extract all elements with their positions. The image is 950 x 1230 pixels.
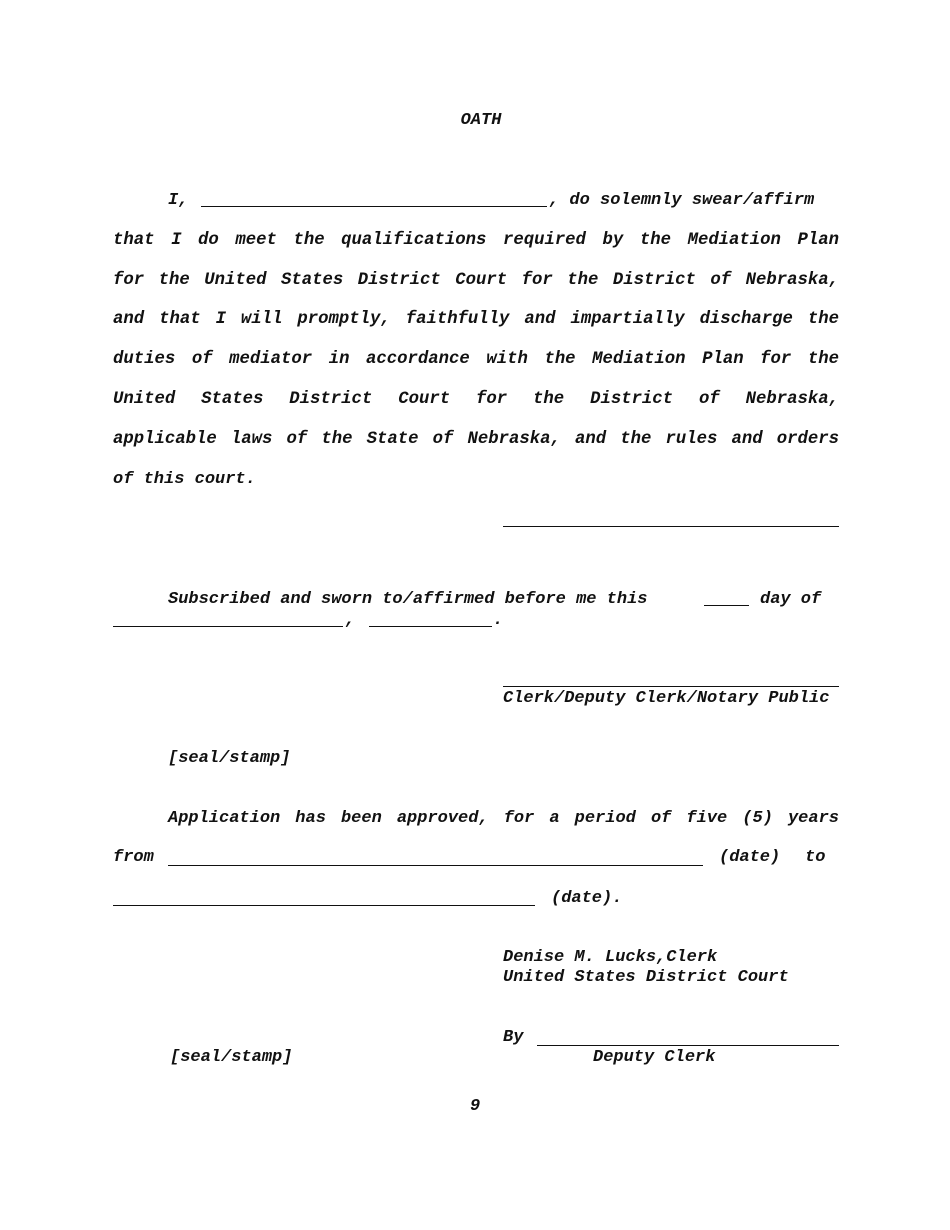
date-label-2: (date). [551, 889, 623, 908]
oath-line: duties of mediator in accordance with the Mediation Plan for the [113, 350, 839, 369]
oath-lead-text: I, [168, 191, 189, 210]
page-title: OATH [460, 111, 502, 130]
day-blank[interactable] [704, 605, 749, 606]
oath-lead [168, 191, 188, 210]
deputy-clerk-label: Deputy Clerk [593, 1048, 716, 1067]
seal-stamp-1: [seal/stamp] [168, 749, 291, 768]
oath-line: applicable laws of the State of Nebraska, and the rules and orders [113, 430, 839, 449]
oath-line: that I do meet the qualifications required by the Mediation Plan [113, 231, 839, 250]
month-blank[interactable] [113, 626, 343, 627]
from-date-blank[interactable] [168, 865, 703, 866]
year-blank[interactable] [369, 626, 492, 627]
oath-after-blank: , do solemnly swear/affirm [549, 191, 815, 210]
oath-line: United States District Court for the District of Nebraska, [113, 390, 839, 409]
to-label: to [805, 848, 826, 867]
oath-name-blank[interactable] [201, 206, 547, 207]
page-number: 9 [470, 1097, 481, 1116]
to-date-blank[interactable] [113, 905, 535, 906]
subscribed-text: Subscribed and sworn to/affirmed before me this [168, 590, 648, 609]
notary-label: Clerk/Deputy Clerk/Notary Public [503, 689, 830, 708]
clerk-name: Denise M. Lucks,Clerk [503, 948, 718, 967]
approval-line: Application has been approved, for a period of five (5) years [168, 809, 839, 828]
oath-last-line: of this court. [113, 470, 256, 489]
date-label-1: (date) [719, 848, 781, 867]
oath-line: for the United States District Court for the District of Nebraska, [113, 271, 839, 290]
from-label: from [113, 848, 154, 867]
comma: , [345, 611, 356, 630]
notary-signature-line[interactable] [503, 686, 839, 687]
day-of-text: day of [760, 590, 822, 609]
clerk-court: United States District Court [503, 968, 789, 987]
oath-line: and that I will promptly, faithfully and impartially discharge the [113, 310, 839, 329]
seal-stamp-2: [seal/stamp] [170, 1048, 293, 1067]
deputy-signature-line[interactable] [537, 1045, 839, 1046]
affiant-signature-line[interactable] [503, 526, 839, 527]
by-label: By [503, 1028, 524, 1047]
period: . [493, 611, 504, 630]
